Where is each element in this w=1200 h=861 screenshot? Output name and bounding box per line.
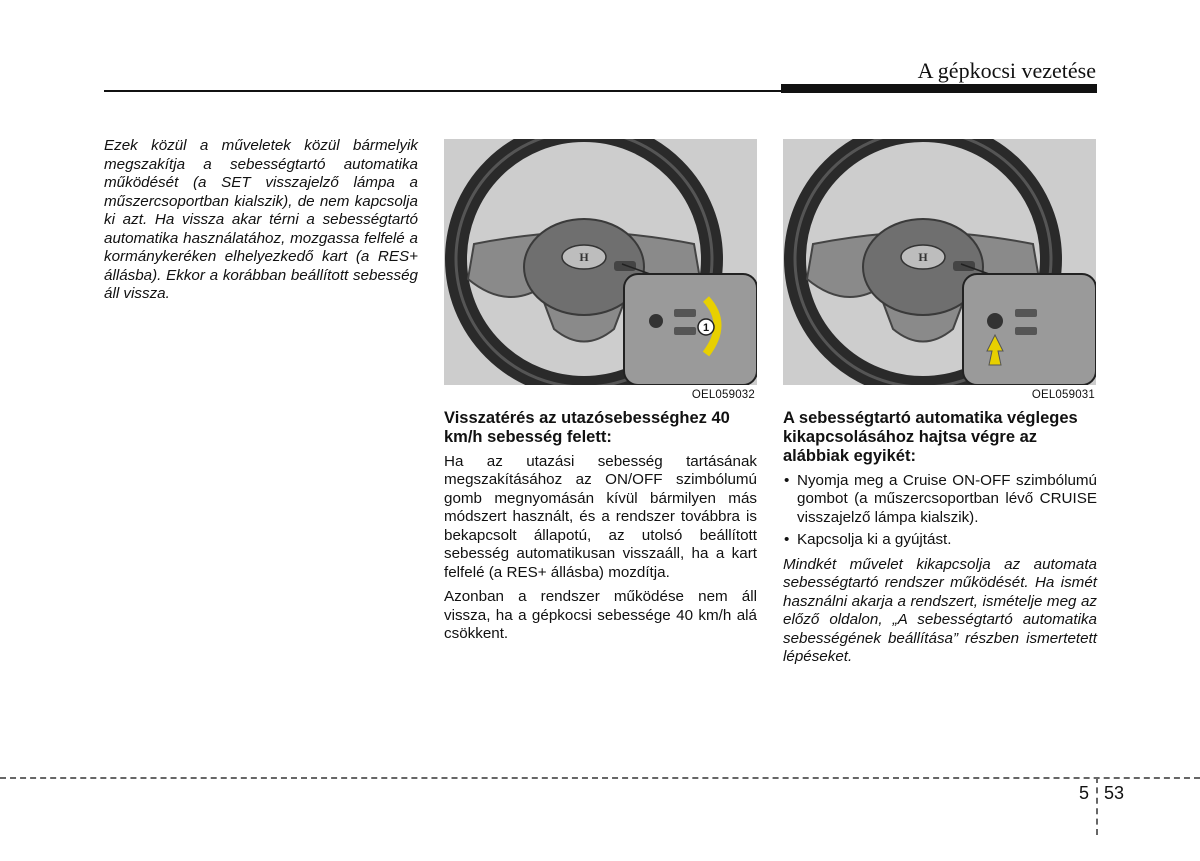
figure-code: OEL059032 xyxy=(691,389,755,401)
page-number: 53 xyxy=(1104,783,1125,803)
section-number: 5 xyxy=(1079,783,1090,803)
left-column xyxy=(104,137,418,310)
section-heading-off: A sebességtartó automatika végleges kikapcsolásához hajtsa végre az alábbiak egyikét: xyxy=(783,408,1078,465)
footer-dashed-rule xyxy=(0,777,1200,779)
section-heading-resume: Visszatérés az utazósebességhez 40 km/h sebesség felett: xyxy=(444,408,730,446)
steering-wheel-illustration-2 xyxy=(783,139,1096,385)
hyundai-logo-icon: H xyxy=(918,250,928,264)
left-paragraph: Ezek közül a műveletek közül bármelyik megszakítja a sebességtartó automatika működését (a SET visszajelző lámpa a műszercsoportban kialszik), de nem kapcsolja ki azt. Ha vissza akar térni a sebességtartó automatika használatához, mozgassa felfelé a kormánykeréken elhelyezkedő kart (a RES+ állásba). Ekkor a korábban beállított sebesség áll vissza. xyxy=(104,137,418,302)
note-paragraph: Mindkét művelet kikapcsolja az automata sebességtartó rendszer működését. Ha ismét használni akarja a rendszert, ismételje meg az előző oldalon, „A sebességtartó automatika sebességének beállítása” részben ismertetett lépéseket. xyxy=(783,555,1097,665)
list-item: • Kapcsolja ki a gyújtást. xyxy=(783,531,1097,550)
header-rule-thick xyxy=(781,84,1097,93)
cruise-on-off-button-icon xyxy=(649,314,663,328)
figure-marker-1: 1 xyxy=(702,322,710,334)
right-column xyxy=(783,139,1097,673)
bullet-list xyxy=(783,472,1097,550)
hyundai-logo-icon: H xyxy=(579,250,589,264)
footer-vertical-divider xyxy=(1096,777,1098,835)
page-header-title: A gépkocsi vezetése xyxy=(917,58,1096,83)
list-item: • Nyomja meg a Cruise ON-OFF szimbólumú gombot (a műszercsoportban lévő CRUISE visszajelző lámpa kialszik). xyxy=(783,472,1097,528)
body-paragraph-2: Azonban a rendszer működése nem áll vissza, ha a gépkocsi sebessége 40 km/h alá csökkent. xyxy=(444,588,757,642)
middle-column xyxy=(444,139,757,650)
body-paragraph-1: Ha az utazási sebesség tartásának megszakításához az ON/OFF szimbólumú gomb megnyomásán kívül bármilyen más módszert használt, és a rendszer továbbra is bekapcsolt állapotú, az utolsó beállított sebesség automatikusan visszaáll, ha a kart felfelé (a RES+ állásba) mozdítja. xyxy=(444,452,757,581)
steering-wheel-figure-off xyxy=(783,139,1096,385)
cruise-on-off-button-icon xyxy=(987,313,1003,329)
figure-code: OEL059031 xyxy=(1031,389,1095,401)
steering-wheel-illustration xyxy=(444,139,757,385)
steering-wheel-figure-resume xyxy=(444,139,757,385)
header-rule-thin xyxy=(104,90,781,92)
